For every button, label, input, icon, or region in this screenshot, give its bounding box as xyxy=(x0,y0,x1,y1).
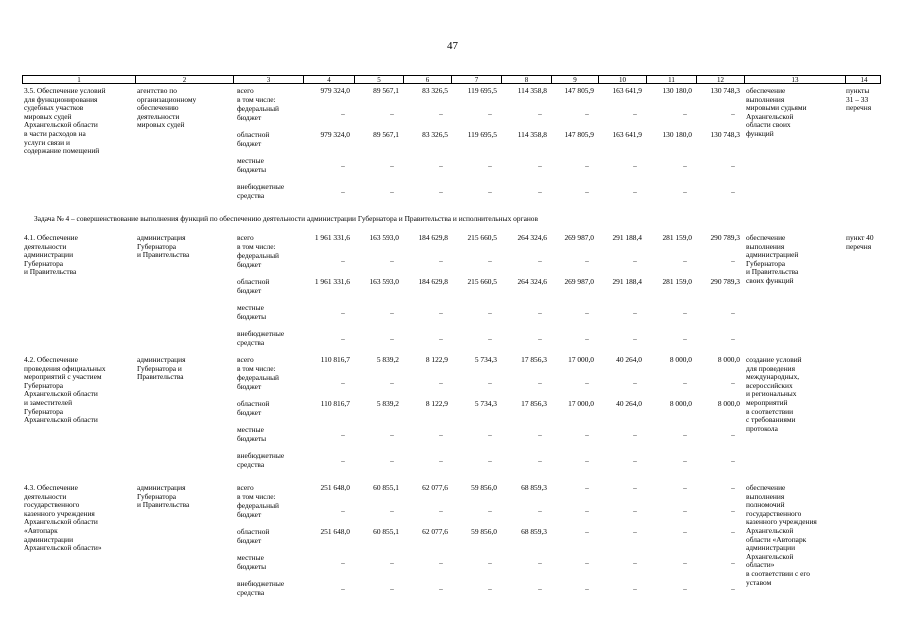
source-federal: федеральный бюджет xyxy=(237,373,279,391)
empty-dash: – xyxy=(633,187,637,196)
source-regional: областной бюджет xyxy=(237,399,270,417)
header-col-6: 6 xyxy=(403,76,451,84)
total-value: – xyxy=(633,483,637,492)
regional-value: 8 000,0 xyxy=(669,399,692,408)
empty-dash: – xyxy=(585,378,589,387)
empty-dash: – xyxy=(341,430,345,439)
total-value: – xyxy=(731,483,735,492)
empty-dash: – xyxy=(439,506,443,515)
total-value: 83 326,5 xyxy=(422,86,448,95)
empty-dash: – xyxy=(488,334,492,343)
empty-dash: – xyxy=(633,456,637,465)
regional-value: – xyxy=(731,527,735,536)
empty-dash: – xyxy=(341,506,345,515)
source-regional: областной бюджет xyxy=(237,130,270,148)
empty-dash: – xyxy=(390,161,394,170)
empty-dash: – xyxy=(633,256,637,265)
regional-value: 130 180,0 xyxy=(662,130,692,139)
total-value: 8 122,9 xyxy=(425,355,448,364)
empty-dash: – xyxy=(731,456,735,465)
regional-value: 215 660,5 xyxy=(467,277,497,286)
empty-dash: – xyxy=(341,456,345,465)
regional-value: 290 789,3 xyxy=(710,277,740,286)
empty-dash: – xyxy=(585,187,589,196)
source-federal: федеральный бюджет xyxy=(237,501,279,519)
empty-dash: – xyxy=(683,256,687,265)
regional-value: 83 326,5 xyxy=(422,130,448,139)
empty-dash: – xyxy=(683,308,687,317)
total-value: 264 324,6 xyxy=(517,233,547,242)
total-value: 291 188,4 xyxy=(612,233,642,242)
row-0-ref: пункты 31 – 33 перечня xyxy=(846,86,872,113)
row-2-executor: администрация Губернатора и Правительства xyxy=(137,355,186,382)
empty-dash: – xyxy=(488,161,492,170)
empty-dash: – xyxy=(390,584,394,593)
source-local: местные бюджеты xyxy=(237,303,267,321)
empty-dash: – xyxy=(683,109,687,118)
empty-dash: – xyxy=(390,558,394,567)
empty-dash: – xyxy=(488,378,492,387)
empty-dash: – xyxy=(731,378,735,387)
empty-dash: – xyxy=(585,109,589,118)
total-value: 5 734,3 xyxy=(474,355,497,364)
row-1-name: 4.1. Обеспечение деятельности администрации Губернатора и Правительства xyxy=(24,233,78,277)
empty-dash: – xyxy=(439,584,443,593)
empty-dash: – xyxy=(439,456,443,465)
source-total: всего xyxy=(237,355,254,364)
header-col-7: 7 xyxy=(451,76,501,84)
empty-dash: – xyxy=(731,334,735,343)
regional-value: – xyxy=(585,527,589,536)
source-incl: в том числе: xyxy=(237,242,276,251)
total-value: 110 816,7 xyxy=(320,355,350,364)
regional-value: 60 855,1 xyxy=(373,527,399,536)
empty-dash: – xyxy=(439,558,443,567)
empty-dash: – xyxy=(538,558,542,567)
regional-value: 5 734,3 xyxy=(474,399,497,408)
total-value: 119 695,5 xyxy=(467,86,497,95)
regional-value: 264 324,6 xyxy=(517,277,547,286)
empty-dash: – xyxy=(488,187,492,196)
empty-dash: – xyxy=(585,506,589,515)
row-1-ref: пункт 40 перечня xyxy=(846,233,874,251)
header-col-9: 9 xyxy=(551,76,598,84)
total-value: – xyxy=(683,483,687,492)
total-value: 269 987,0 xyxy=(564,233,594,242)
total-value: 130 180,0 xyxy=(662,86,692,95)
source-local: местные бюджеты xyxy=(237,156,267,174)
regional-value: – xyxy=(633,527,637,536)
empty-dash: – xyxy=(390,109,394,118)
header-col-1: 1 xyxy=(77,76,81,84)
row-3-executor: администрация Губернатора и Правительства xyxy=(137,483,190,510)
empty-dash: – xyxy=(633,334,637,343)
regional-value: 281 159,0 xyxy=(662,277,692,286)
total-value: 1 961 331,6 xyxy=(314,233,350,242)
header-col-4: 4 xyxy=(303,76,354,84)
total-value: 114 358,8 xyxy=(517,86,547,95)
source-extra: внебюджетные средства xyxy=(237,579,285,597)
source-incl: в том числе: xyxy=(237,492,276,501)
empty-dash: – xyxy=(731,308,735,317)
empty-dash: – xyxy=(341,334,345,343)
total-value: 60 855,1 xyxy=(373,483,399,492)
row-2-name: 4.2. Обеспечение проведения официальных мероприятий с участием Губернатора Архангельской области и заместителей Губернатора Архангельской области xyxy=(24,355,106,425)
empty-dash: – xyxy=(731,558,735,567)
total-value: 89 567,1 xyxy=(373,86,399,95)
header-col-8: 8 xyxy=(501,76,551,84)
total-value: 147 805,9 xyxy=(564,86,594,95)
regional-value: 119 695,5 xyxy=(467,130,497,139)
empty-dash: – xyxy=(390,430,394,439)
empty-dash: – xyxy=(731,256,735,265)
total-value: 281 159,0 xyxy=(662,233,692,242)
empty-dash: – xyxy=(538,378,542,387)
empty-dash: – xyxy=(585,161,589,170)
total-value: – xyxy=(585,483,589,492)
header-col-2: 2 xyxy=(135,76,233,84)
source-federal: федеральный бюджет xyxy=(237,251,279,269)
regional-value: 251 648,0 xyxy=(320,527,350,536)
regional-value: 1 961 331,6 xyxy=(314,277,350,286)
empty-dash: – xyxy=(488,456,492,465)
empty-dash: – xyxy=(390,456,394,465)
regional-value: 110 816,7 xyxy=(320,399,350,408)
empty-dash: – xyxy=(538,584,542,593)
regional-value: 8 122,9 xyxy=(425,399,448,408)
empty-dash: – xyxy=(585,584,589,593)
task-4-heading: Задача № 4 – совершенствование выполнения функций по обеспечению деятельности администрации Губернатора и Правительства и исполнительных органов xyxy=(34,214,538,223)
empty-dash: – xyxy=(731,187,735,196)
regional-value: 40 264,0 xyxy=(616,399,642,408)
regional-value: 114 358,8 xyxy=(517,130,547,139)
total-value: 59 856,0 xyxy=(471,483,497,492)
empty-dash: – xyxy=(439,161,443,170)
header-col-12: 12 xyxy=(696,76,744,84)
empty-dash: – xyxy=(341,378,345,387)
empty-dash: – xyxy=(633,109,637,118)
empty-dash: – xyxy=(341,256,345,265)
empty-dash: – xyxy=(538,430,542,439)
total-value: 290 789,3 xyxy=(710,233,740,242)
empty-dash: – xyxy=(633,506,637,515)
row-1-executor: администрация Губернатора и Правительства xyxy=(137,233,190,260)
empty-dash: – xyxy=(731,506,735,515)
empty-dash: – xyxy=(633,430,637,439)
empty-dash: – xyxy=(341,161,345,170)
empty-dash: – xyxy=(633,308,637,317)
empty-dash: – xyxy=(683,187,687,196)
empty-dash: – xyxy=(683,456,687,465)
regional-value: 68 859,3 xyxy=(521,527,547,536)
regional-value: 130 748,3 xyxy=(710,130,740,139)
total-value: 40 264,0 xyxy=(616,355,642,364)
source-local: местные бюджеты xyxy=(237,425,267,443)
empty-dash: – xyxy=(439,109,443,118)
header-col-5: 5 xyxy=(354,76,403,84)
empty-dash: – xyxy=(585,256,589,265)
regional-value: 89 567,1 xyxy=(373,130,399,139)
row-3-name: 4.3. Обеспечение деятельности государственного казенного учреждения Архангельской области «Автопарк администрации Архангельской области» xyxy=(24,483,102,553)
regional-value: 269 987,0 xyxy=(564,277,594,286)
empty-dash: – xyxy=(341,109,345,118)
source-local: местные бюджеты xyxy=(237,553,267,571)
empty-dash: – xyxy=(390,506,394,515)
empty-dash: – xyxy=(390,308,394,317)
empty-dash: – xyxy=(683,584,687,593)
empty-dash: – xyxy=(439,334,443,343)
total-value: 979 324,0 xyxy=(320,86,350,95)
total-value: 8 000,0 xyxy=(717,355,740,364)
empty-dash: – xyxy=(439,430,443,439)
empty-dash: – xyxy=(683,161,687,170)
regional-value: 62 077,6 xyxy=(422,527,448,536)
row-0-executor: агентство по организационному обеспечению деятельности мировых судей xyxy=(137,86,197,130)
empty-dash: – xyxy=(488,584,492,593)
regional-value: – xyxy=(683,527,687,536)
empty-dash: – xyxy=(488,558,492,567)
regional-value: 8 000,0 xyxy=(717,399,740,408)
total-value: 8 000,0 xyxy=(669,355,692,364)
total-value: 130 748,3 xyxy=(710,86,740,95)
source-total: всего xyxy=(237,86,254,95)
empty-dash: – xyxy=(390,256,394,265)
empty-dash: – xyxy=(683,430,687,439)
total-value: 62 077,6 xyxy=(422,483,448,492)
header-col-3: 3 xyxy=(233,76,303,84)
empty-dash: – xyxy=(683,506,687,515)
empty-dash: – xyxy=(633,558,637,567)
empty-dash: – xyxy=(538,256,542,265)
empty-dash: – xyxy=(390,187,394,196)
row-0-result: обеспечение выполнения мировыми судьями Архангельской области своих функций xyxy=(746,86,807,138)
source-total: всего xyxy=(237,483,254,492)
regional-value: 291 188,4 xyxy=(612,277,642,286)
regional-value: 163 641,9 xyxy=(612,130,642,139)
empty-dash: – xyxy=(633,584,637,593)
total-value: 163 593,0 xyxy=(369,233,399,242)
header-col-13: 13 xyxy=(744,76,845,84)
empty-dash: – xyxy=(683,334,687,343)
empty-dash: – xyxy=(731,109,735,118)
empty-dash: – xyxy=(439,378,443,387)
source-regional: областной бюджет xyxy=(237,527,270,545)
empty-dash: – xyxy=(585,430,589,439)
regional-value: 979 324,0 xyxy=(320,130,350,139)
header-col-10: 10 xyxy=(598,76,646,84)
empty-dash: – xyxy=(488,506,492,515)
empty-dash: – xyxy=(683,558,687,567)
regional-value: 17 856,3 xyxy=(521,399,547,408)
regional-value: 5 839,2 xyxy=(376,399,399,408)
regional-value: 59 856,0 xyxy=(471,527,497,536)
regional-value: 184 629,8 xyxy=(418,277,448,286)
total-value: 68 859,3 xyxy=(521,483,547,492)
header-col-14: 14 xyxy=(845,76,882,84)
empty-dash: – xyxy=(585,558,589,567)
source-federal: федеральный бюджет xyxy=(237,104,279,122)
source-extra: внебюджетные средства xyxy=(237,451,285,469)
empty-dash: – xyxy=(488,109,492,118)
empty-dash: – xyxy=(341,584,345,593)
header-col-11: 11 xyxy=(646,76,696,84)
row-2-result: создание условий для проведения международных, всероссийских и региональных мероприятий в соответствии с требованиями протокола xyxy=(746,355,802,433)
row-0-name: 3.5. Обеспечение условий для функционирования судебных участков мировых судей Архангельской области в части расходов на услуги связи и содержание помещений xyxy=(24,86,106,156)
empty-dash: – xyxy=(731,161,735,170)
empty-dash: – xyxy=(538,109,542,118)
empty-dash: – xyxy=(439,308,443,317)
source-incl: в том числе: xyxy=(237,364,276,373)
source-total: всего xyxy=(237,233,254,242)
total-value: 17 000,0 xyxy=(568,355,594,364)
empty-dash: – xyxy=(731,584,735,593)
empty-dash: – xyxy=(538,506,542,515)
total-value: 215 660,5 xyxy=(467,233,497,242)
regional-value: 163 593,0 xyxy=(369,277,399,286)
empty-dash: – xyxy=(488,308,492,317)
empty-dash: – xyxy=(585,456,589,465)
empty-dash: – xyxy=(341,308,345,317)
empty-dash: – xyxy=(633,161,637,170)
empty-dash: – xyxy=(538,456,542,465)
empty-dash: – xyxy=(341,187,345,196)
empty-dash: – xyxy=(341,558,345,567)
column-number-header xyxy=(22,75,881,84)
empty-dash: – xyxy=(683,378,687,387)
source-extra: внебюджетные средства xyxy=(237,182,285,200)
total-value: 17 856,3 xyxy=(521,355,547,364)
empty-dash: – xyxy=(633,378,637,387)
empty-dash: – xyxy=(538,334,542,343)
row-3-result: обеспечение выполнения полномочий государственного казенного учреждения Архангельской области «Автопарк администрации Архангельской области» в соответствии с его уставом xyxy=(746,483,817,587)
total-value: 251 648,0 xyxy=(320,483,350,492)
empty-dash: – xyxy=(390,378,394,387)
page-number: 47 xyxy=(447,40,458,52)
source-incl: в том числе: xyxy=(237,95,276,104)
empty-dash: – xyxy=(731,430,735,439)
empty-dash: – xyxy=(390,334,394,343)
empty-dash: – xyxy=(488,256,492,265)
empty-dash: – xyxy=(488,430,492,439)
total-value: 5 839,2 xyxy=(376,355,399,364)
row-1-result: обеспечение выполнения администрацией Губернатора и Правительства своих функций xyxy=(746,233,799,285)
total-value: 184 629,8 xyxy=(418,233,448,242)
empty-dash: – xyxy=(585,334,589,343)
empty-dash: – xyxy=(538,161,542,170)
empty-dash: – xyxy=(585,308,589,317)
source-regional: областной бюджет xyxy=(237,277,270,295)
total-value: 163 641,9 xyxy=(612,86,642,95)
empty-dash: – xyxy=(538,187,542,196)
source-extra: внебюджетные средства xyxy=(237,329,285,347)
empty-dash: – xyxy=(439,256,443,265)
empty-dash: – xyxy=(439,187,443,196)
empty-dash: – xyxy=(538,308,542,317)
regional-value: 147 805,9 xyxy=(564,130,594,139)
regional-value: 17 000,0 xyxy=(568,399,594,408)
